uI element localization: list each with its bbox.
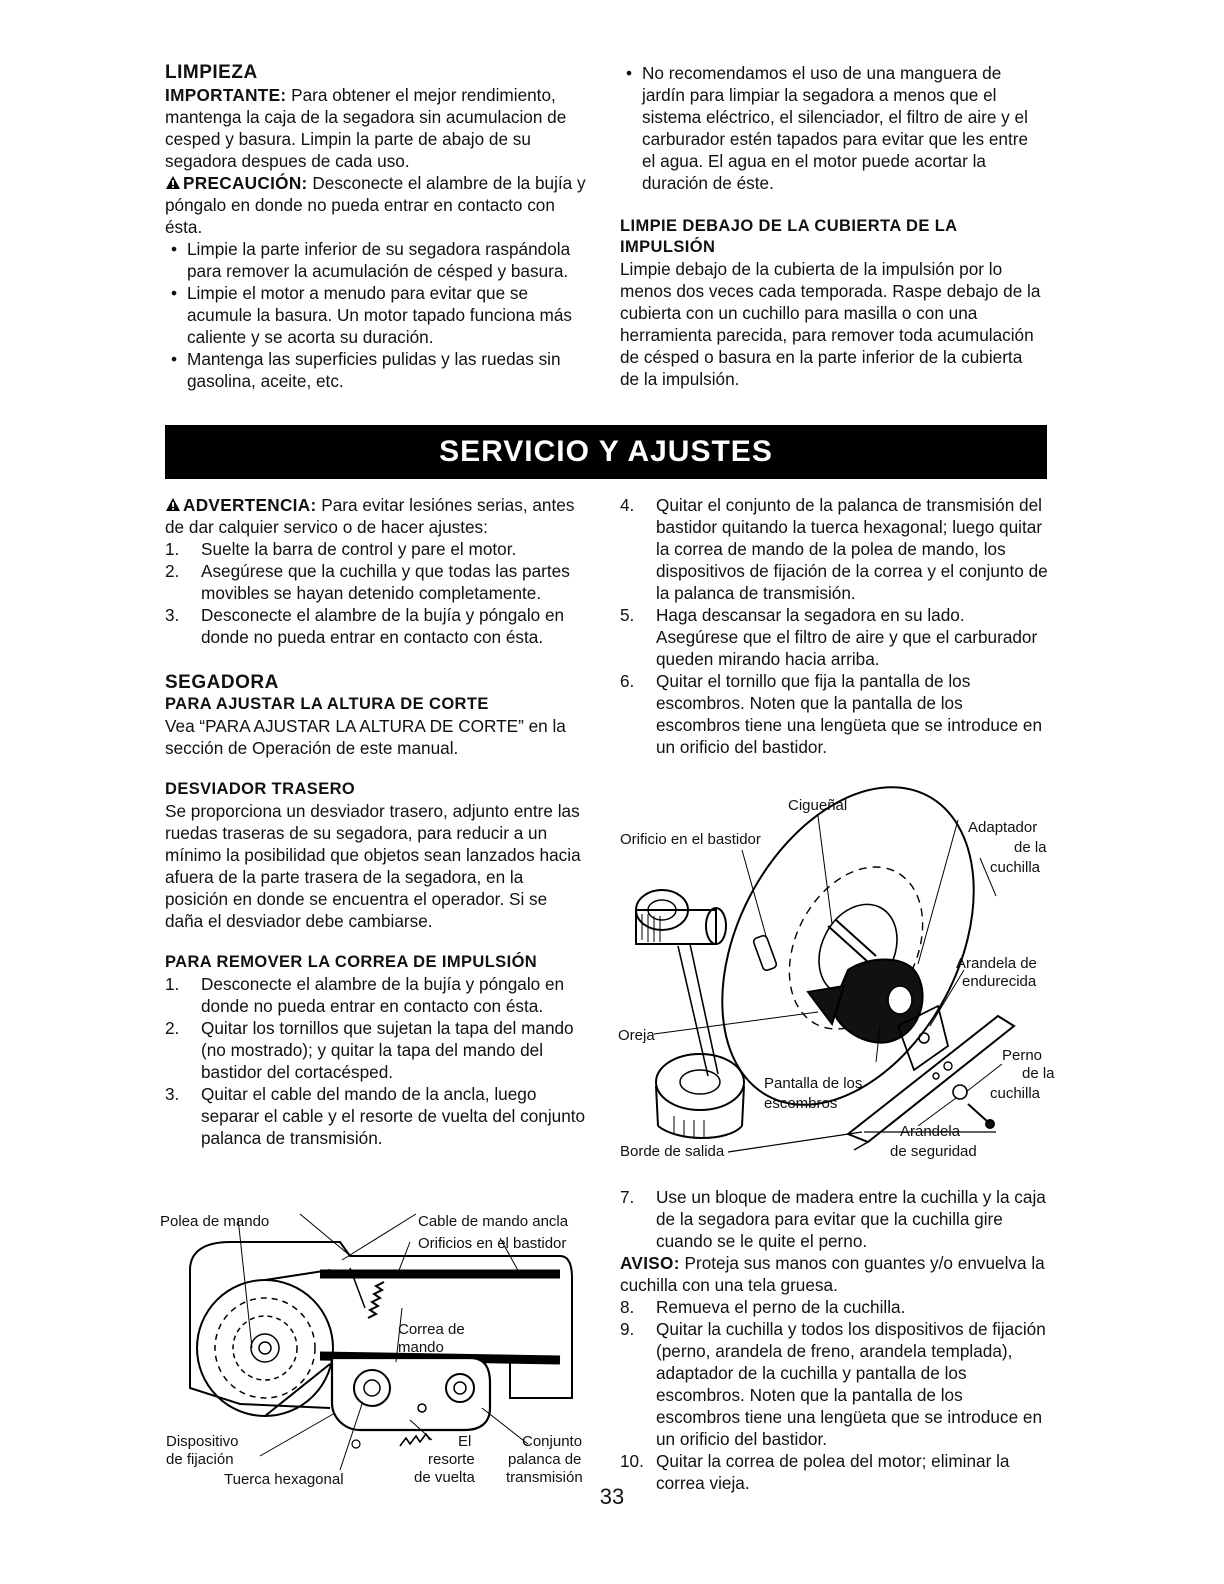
step-text: Remueva el perno de la cuchilla. [656,1297,906,1317]
blade-step [620,1450,1048,1494]
belt-step [165,1083,590,1149]
label-perno-3: cuchilla [990,1085,1041,1102]
warning-paragraph [165,494,590,538]
segadora-title: SEGADORA [165,672,279,693]
step-text: Quitar el cable del mando de la ancla, luego separar el cable y el resorte de vuelta del conjunto palanca de transmisión. [201,1084,586,1148]
notice-paragraph [620,1252,1048,1296]
step-text: Desconecte el alambre de la bujía y póngalo en donde no pueda entrar en contacto con ésta. [201,605,565,647]
label-adaptador-3: cuchilla [990,859,1041,876]
label-oreja: Oreja [618,1027,655,1044]
limpieza-right-column [620,62,1045,390]
label-adaptador-1: Adaptador [968,819,1038,836]
warning-step [165,604,590,648]
blade-removal-column [620,1186,1048,1494]
label-adaptador-2: de la [1014,839,1047,856]
label-orificio: Orificio en el bastidor [620,831,761,848]
step-text: Quitar los tornillos que sujetan la tapa del mando (no mostrado); y quitar la tapa del mando del bastidor del cortacésped. [201,1018,574,1082]
label-perno-2: de la [1022,1065,1055,1082]
section-banner: SERVICIO Y AJUSTES [165,425,1047,479]
limpieza-bullet: • Limpie el motor a menudo para evitar que se acumule la basura. Un motor tapado funciona más caliente y se acorta su duración. [165,282,590,348]
warning-label: ADVERTENCIA: [183,495,317,515]
belt-step [165,973,590,1017]
label-ciguenal: Cigueñal [788,797,848,814]
deck-cleaning-title: LIMPIE DEBAJO DE LA CUBIERTA DE LA IMPULSIÓN [620,217,957,256]
label-resorte-1: El [458,1433,472,1450]
label-perno-1: Perno [1002,1047,1043,1064]
step-number: 2. [165,1018,180,1038]
label-pantalla-2: escombros [764,1095,838,1112]
label-resorte-2: resorte [428,1451,475,1468]
notice-text: Proteja sus manos con guantes y/o envuelva la cuchilla con una tela gruesa. [620,1253,1045,1295]
blade-step [620,1296,1048,1318]
service-left-column [165,494,590,1149]
label-conjunto-1: Conjunto [522,1433,583,1450]
label-arandela-end-2: endurecida [962,973,1037,990]
step-number: 5. [620,605,635,625]
blade-step [620,1318,1048,1450]
step-text: Suelte la barra de control y pare el motor. [201,539,517,559]
step-text: Use un bloque de madera entre la cuchilla y la caja de la segadora para evitar que la cuchilla gire cuando se le quite el perno. [656,1187,1046,1251]
caution-paragraph [165,172,590,238]
label-dispositivo-1: Dispositivo [166,1433,239,1450]
step-text: Desconecte el alambre de la bujía y póngalo en donde no pueda entrar en contacto con ésta. [201,974,565,1016]
warning-text: Para evitar lesiónes serias, antes de dar calquier servico o de hacer ajustes: [165,495,575,537]
label-arandela-seg-2: de seguridad [890,1143,977,1160]
limpieza-bullet: • Limpie la parte inferior de su segadora raspándola para remover la acumulación de césped y basura. [165,238,590,282]
drive-belt-diagram [160,1208,600,1490]
drive-belt-title: PARA REMOVER LA CORREA DE IMPULSIÓN [165,953,538,971]
important-label: IMPORTANTE: [165,85,287,105]
diagram-drawing [190,1214,572,1470]
step-number: 1. [165,539,180,559]
cut-height-title: PARA AJUSTAR LA ALTURA DE CORTE [165,695,489,713]
warning-triangle-icon [165,175,181,190]
hose-warning-bullet: • No recomendamos el uso de una manguera de jardín para limpiar la segadora a menos que el sistema eléctrico, el silenciador, el filtro de aire y el carburador estén tapados para evitar que les entre el agua. El agua en el motor puede acortar la duración de éste. [620,62,1045,194]
label-cable: Cable de mando ancla [418,1213,569,1230]
limpieza-bullet: • Mantenga las superficies pulidas y las ruedas sin gasolina, aceite, etc. [165,348,590,392]
warning-triangle-icon [165,497,181,512]
step-number: 8. [620,1297,635,1317]
belt-step [165,1017,590,1083]
step-number: 10. [620,1451,644,1471]
notice-label: AVISO: [620,1253,680,1273]
rear-deflector-text: Se proporciona un desviador trasero, adjunto entre las ruedas traseras de su segadora, para reducir a un mínimo la posibilidad que objetos sean lanzados hacia afuera de la parte trasera de la segadora, en la posición en donde se encuentra el operador. Si se daña el desviador debe cambiarse. [165,801,581,931]
label-correa-2: mando [398,1339,444,1356]
caution-text: Desconecte el alambre de la bujía y póngalo en donde no pueda entrar en contacto con ésta. [165,173,586,237]
service-right-column [620,494,1048,758]
removal-step [620,604,1048,670]
step-number: 1. [165,974,180,994]
cut-height-text: Vea “PARA AJUSTAR LA ALTURA DE CORTE” en la sección de Operación de este manual. [165,716,566,758]
label-polea: Polea de mando [160,1213,270,1230]
removal-step [620,494,1048,604]
important-text: Para obtener el mejor rendimiento, mantenga la caja de la segadora sin acumulacion de cesped y basura. Limpin la parte de abajo de su segadora despues de cada uso. [165,85,567,171]
step-text: Quitar la correa de polea del motor; eliminar la correa vieja. [656,1451,1010,1493]
limpieza-title: LIMPIEZA [165,62,258,83]
label-correa-1: Correa de [398,1321,465,1338]
removal-step [620,670,1048,758]
label-pantalla-1: Pantalla de los [764,1075,863,1092]
step-number: 4. [620,495,635,515]
label-borde: Borde de salida [620,1143,725,1160]
blade-assembly-diagram [618,786,1058,1166]
step-number: 6. [620,671,635,691]
page-number: 33 [599,1484,625,1509]
blade-step [620,1186,1048,1252]
step-number: 3. [165,605,180,625]
step-number: 3. [165,1084,180,1104]
label-orificios: Orificios en el bastidor [418,1235,567,1252]
step-text: Haga descansar la segadora en su lado. Asegúrese que el filtro de aire y que el carburador queden mirando hacia arriba. [656,605,1038,669]
limpieza-section [165,62,590,392]
warning-step [165,560,590,604]
step-number: 9. [620,1319,635,1339]
label-tuerca: Tuerca hexagonal [224,1471,344,1488]
important-paragraph [165,84,590,172]
rear-deflector-title: DESVIADOR TRASERO [165,780,356,798]
deck-cleaning-text: Limpie debajo de la cubierta de la impulsión por lo menos dos veces cada temporada. Raspe debajo de la cubierta con un cuchillo para masilla o con una herramienta parecida, para remover toda acumulación de césped o basura en la parte inferior de la cubierta de la impulsión. [620,259,1041,389]
step-number: 7. [620,1187,635,1207]
label-conjunto-3: transmisión [506,1469,583,1486]
label-conjunto-2: palanca de [508,1451,582,1468]
step-text: Quitar el tornillo que fija la pantalla de los escombros. Noten que la pantalla de los escombros tiene una lengüeta que se introduce en un orificio del bastidor. [656,671,1043,757]
label-arandela-end-1: Arandela de [956,955,1037,972]
step-text: Quitar el conjunto de la palanca de transmisión del bastidor quitando la tuerca hexagonal; luego quitar la correa de mando de la polea de mando, los dispositivos de fijación de la correa y el conjunto de la palanca de transmisión. [656,495,1048,603]
step-text: Quitar la cuchilla y todos los dispositivos de fijación (perno, arandela de freno, arandela templada), adaptador de la cuchilla y pantalla de los escombros. Noten que la pantalla de los escombros tiene una lengüeta que se introduce en un orificio del bastidor. [656,1319,1046,1449]
warning-step [165,538,590,560]
label-dispositivo-2: de fijación [166,1451,234,1468]
caution-label: PRECAUCIÓN: [183,173,308,193]
step-number: 2. [165,561,180,581]
step-text: Asegúrese que la cuchilla y que todas las partes movibles se hayan detenido completamente. [201,561,570,603]
label-arandela-seg-1: Arandela [900,1123,961,1140]
label-resorte-3: de vuelta [414,1469,475,1486]
